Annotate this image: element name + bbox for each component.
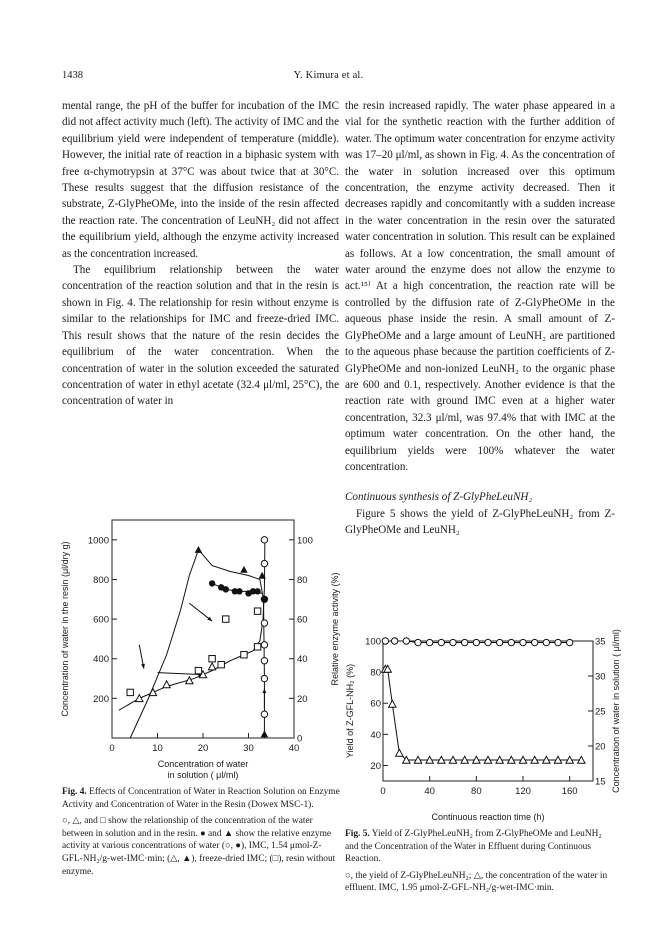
fig5-caption-legend: ○, the yield of Z-GlyPheLeuNH₂; △, the concentration of the water in effluent. IMC, 1.95 μmol-Z-GFL-NH₂/g-wet-IMC·min. — [345, 870, 608, 894]
fig4-data-point — [241, 652, 247, 658]
fig5-caption-label: Fig. 5. — [345, 829, 370, 839]
fig4-x-tick-label: 30 — [243, 743, 254, 754]
section-paragraph: Figure 5 shows the yield of Z-GlyPheLeuNH₂ from Z-GlyPheOMe and LeuNH₂ — [345, 507, 615, 537]
fig5-right-tick-label: 25 — [595, 706, 606, 718]
fig5-x-tick-label: 0 — [380, 786, 386, 797]
fig4-data-point — [261, 711, 267, 717]
fig4-data-point — [261, 560, 267, 566]
fig5-left-tick-label: 40 — [370, 729, 381, 741]
right-paragraph-1: the resin increased rapidly. The water phase appeared in a vial for the synthetic reaction with the further addition of water. The optimum water concentration for enzyme activity was 17–20 μl/ml, as shown in Fig. 4. As the concentration of the water in solution increased over this optimum concentration, the enzyme activity decreased. Then it decreases rapidly and concomitantly with a sudden increase in the water concentration in the resin over the saturated water concentration in solution. This result can be explained as follows. At a low concentration, the small amount of water around the enzyme does not allow the enzyme to act.¹⁵⁾ At a high concentration, the reaction rate will be controlled by the diffusion rate of Z-GlyPheOMe in the aqueous phase inside the resin. A small amount of Z-GlyPheOMe and a large amount of LeuNH₂ are partitioned to the aqueous phase because the partition coefficients of Z-GlyPheOMe and non-ionized LeuNH₂ to the organic phase are 600 and 0.1, respectively. Another evidence is that the reaction rate with ground IMC even at a higher water concentration, 32.3 μl/ml, was 97.4% that with IMC at the optimum water concentration. On the other hand, the equilibrium yields were 100% whatever the water concentration. — [345, 100, 615, 473]
fig5-data-point — [473, 639, 479, 645]
fig5-caption-title: Yield of Z-GlyPheLeuNH₂ from Z-GlyPheOMe and LeuNH₂ and the Concentration of the Water in Effluent during Continuous Reaction. — [345, 829, 602, 865]
fig4-data-point — [261, 642, 267, 648]
fig4-plot-frame — [112, 520, 294, 738]
fig4-x-tick-label: 0 — [109, 743, 115, 754]
fig4-right-tick-label: 40 — [297, 654, 308, 666]
fig4-arrow-down-head — [141, 664, 145, 669]
fig4-data-point — [218, 661, 224, 667]
fig5-x-axis-label: Continuous reaction time (h) — [431, 812, 545, 822]
fig4-data-point — [209, 656, 215, 662]
figure-5-caption — [345, 828, 617, 895]
fig5-data-point — [508, 639, 514, 645]
left-paragraph-2: The equilibrium relationship between the water concentration of the reaction solution and that in the resin is shown in Fig. 4. The relationship for resin without enzyme is similar to the relationships for IMC and freeze-dried IMC. This result shows that the nature of the resin decides the equilibrium of the water concentration. When the concentration of water in the solution exceeded the saturated concentration of water in ethyl acetate (32.4 μl/ml, 25°C), the concentration of water in — [62, 264, 339, 408]
fig5-series-line-2 — [385, 669, 581, 760]
page-number: 1438 — [62, 70, 83, 81]
fig5-data-point — [415, 639, 421, 645]
figure-4-chart — [62, 505, 347, 785]
fig5-x-tick-label: 120 — [515, 786, 531, 797]
left-paragraph-1: mental range, the pH of the buffer for incubation of the IMC did not affect activity much (left). The activity of IMC and the equilibrium yield were independent of temperature (middle). However, the initial rate of reaction in a biphasic system with free α-chymotrypsin at 37°C was about twice that at 30°C. These results suggest that the diffusion resistance of the substrate, Z-GlyPheOMe, into the inside of the resin affected the reaction rate. The concentration of LeuNH₂ did not affect the equilibrium yield, although the enzyme activity increased as the concentration increased. — [62, 100, 339, 260]
fig5-right-tick-label: 35 — [595, 636, 606, 648]
page-header — [0, 70, 657, 84]
figure-4 — [62, 505, 347, 785]
fig5-data-point — [382, 638, 388, 644]
fig4-caption-legend: ○, △, and □ show the relationship of the concentration of the water between in solution and in the resin. ● and ▲ show the relative enzyme activity at various concentrations of water (○, ●), IMC, 1.54 μmol-Z-GFL-NH₂/g-wet-IMC·min; (△, ▲), freeze-dried IMC; (□), resin without enzyme. — [62, 816, 336, 877]
fig4-x-tick-label: 20 — [197, 743, 209, 754]
fig5-data-point — [461, 639, 467, 645]
fig4-arrow-up-head — [262, 688, 266, 693]
left-column-text — [62, 98, 339, 410]
fig5-data-point — [450, 639, 456, 645]
section-heading: Continuous synthesis of Z-GlyPheLeuNH₂ — [345, 491, 533, 504]
fig4-data-point — [149, 689, 156, 696]
fig4-x-tick-label: 40 — [288, 743, 300, 754]
fig4-data-point — [261, 596, 267, 602]
fig4-data-point — [136, 695, 143, 702]
fig4-right-tick-label: 80 — [297, 574, 308, 586]
figure-5 — [345, 625, 625, 827]
fig4-data-point — [163, 681, 170, 688]
fig4-data-point — [254, 608, 260, 614]
fig5-data-point — [566, 639, 572, 645]
fig4-right-tick-label: 60 — [297, 614, 308, 626]
fig4-data-point — [261, 730, 268, 737]
fig5-right-tick-label: 20 — [595, 741, 606, 753]
fig5-data-point — [520, 639, 526, 645]
fig5-data-point — [496, 639, 502, 645]
fig5-data-point — [391, 638, 397, 644]
fig4-data-point — [195, 546, 202, 553]
figure-5-chart — [345, 625, 625, 827]
fig5-data-point — [543, 639, 549, 645]
fig5-left-tick-label: 20 — [370, 760, 381, 772]
fig5-x-tick-label: 160 — [561, 786, 578, 797]
fig5-data-point — [485, 639, 491, 645]
fig5-right-axis-label: Concentration of water in solution ( μl/ml) — [611, 629, 621, 793]
fig4-activity-curve — [130, 550, 264, 738]
fig5-data-point — [403, 638, 409, 644]
fig5-left-tick-label: 60 — [370, 698, 381, 710]
figure-4-caption — [62, 786, 342, 878]
fig4-x-axis-label-line1: Concentration of water — [157, 759, 249, 769]
fig4-water-curve — [119, 540, 265, 710]
fig4-left-tick-label: 800 — [93, 574, 109, 586]
fig4-data-point — [223, 586, 229, 592]
fig4-x-tick-label: 10 — [152, 743, 163, 754]
fig4-x-axis-label-line2: in solution ( μl/ml) — [167, 770, 239, 780]
fig5-left-tick-label: 100 — [365, 636, 381, 648]
fig4-data-point — [240, 566, 247, 573]
fig5-data-point — [555, 639, 561, 645]
fig4-left-tick-label: 400 — [93, 654, 109, 666]
fig5-x-tick-label: 80 — [471, 786, 482, 797]
fig5-data-point — [426, 639, 432, 645]
fig5-x-tick-label: 40 — [424, 786, 435, 797]
fig4-data-point — [236, 588, 242, 594]
running-head: Y. Kimura et al. — [293, 70, 364, 81]
fig4-right-tick-label: 20 — [297, 693, 308, 705]
fig4-right-tick-label: 100 — [297, 535, 313, 547]
fig4-data-point — [195, 667, 201, 673]
fig4-data-point — [254, 588, 260, 594]
fig4-right-tick-label: 0 — [297, 733, 303, 745]
fig5-left-axis-label: Yield of Z-GFL-NH₂ (%) — [345, 663, 355, 759]
right-column-text — [345, 98, 615, 539]
fig4-right-axis-label: Relative enzyme activity (%) — [330, 572, 340, 686]
fig5-left-tick-label: 80 — [370, 667, 381, 679]
fig4-data-point — [127, 689, 133, 695]
fig5-right-tick-label: 15 — [595, 776, 606, 788]
fig4-left-axis-label: Concentration of water in the resin (μl/dry g) — [60, 541, 70, 717]
fig4-data-point — [261, 620, 267, 626]
fig4-left-tick-label: 600 — [93, 614, 109, 626]
fig5-data-point — [531, 639, 537, 645]
fig5-right-tick-label: 30 — [595, 671, 606, 683]
fig4-data-point — [261, 675, 267, 681]
fig4-data-point — [261, 658, 267, 664]
fig5-data-point — [396, 749, 403, 756]
fig4-data-point — [208, 663, 215, 670]
fig4-caption-label: Fig. 4. — [62, 787, 87, 797]
fig4-data-point — [223, 616, 229, 622]
fig4-data-point — [261, 537, 267, 543]
fig4-data-point — [209, 580, 215, 586]
fig5-data-point — [389, 700, 396, 707]
fig5-data-point — [438, 639, 444, 645]
fig4-left-tick-label: 200 — [93, 693, 109, 705]
fig4-caption-title: Effects of Concentration of Water in Reaction Solution on Enzyme Activity and Concentration of Water in the Resin (Dowex MSC-1). — [62, 787, 340, 810]
fig4-data-point — [254, 644, 260, 650]
fig4-left-tick-label: 1000 — [87, 535, 109, 547]
